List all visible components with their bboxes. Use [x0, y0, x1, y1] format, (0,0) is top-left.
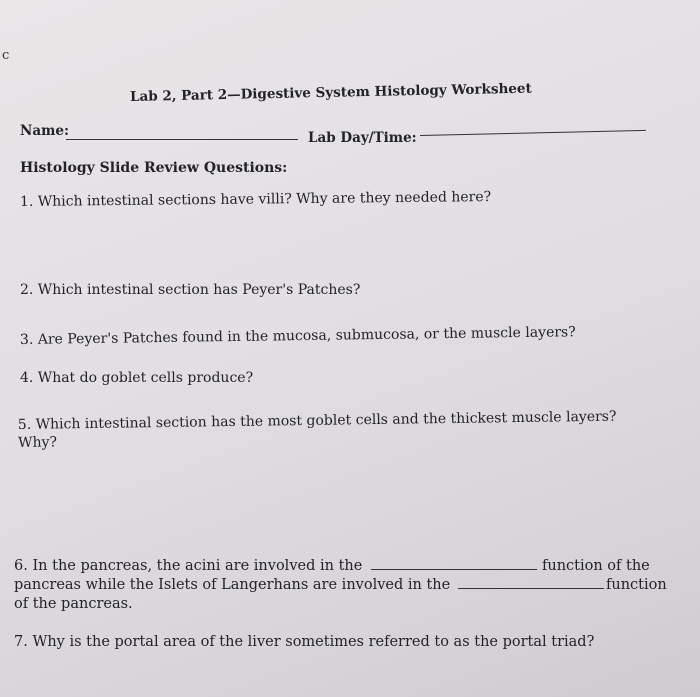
corner-mark: c: [2, 48, 10, 63]
lab-day-label: Lab Day/Time:: [308, 130, 417, 146]
question-6-text-2a: pancreas while the Islets of Langerhans are involved in the: [14, 577, 451, 593]
name-line[interactable]: [66, 139, 298, 140]
question-6-text-1b: function of the: [542, 558, 650, 574]
question-5-line-2: Why?: [18, 434, 58, 451]
question-6-text-1a: 6. In the pancreas, the acini are involved in the: [14, 558, 363, 574]
question-4: 4. What do goblet cells produce?: [20, 370, 254, 386]
question-6-text-2b: function: [606, 577, 667, 593]
question-5: [18, 408, 617, 452]
question-2: 2. Which intestinal section has Peyer's Patches?: [20, 282, 361, 298]
question-1: 1. Which intestinal sections have villi? Why are they needed here?: [19, 189, 492, 210]
question-7: 7. Why is the portal area of the liver sometimes referred to as the portal triad?: [14, 634, 595, 650]
question-6-blank-1[interactable]: [371, 557, 537, 570]
question-3: 3. Are Peyer's Patches found in the mucosa, submucosa, or the muscle layers?: [19, 324, 576, 348]
question-6: [14, 557, 684, 614]
section-title: Histology Slide Review Questions:: [20, 160, 288, 176]
worksheet-title: Lab 2, Part 2—Digestive System Histology Worksheet: [129, 80, 532, 105]
lab-day-line[interactable]: [420, 130, 646, 136]
name-label: Name:: [20, 123, 69, 139]
question-6-text-3: of the pancreas.: [14, 596, 133, 612]
question-5-line-1: 5. Which intestinal section has the most goblet cells and the thickest muscle layers?: [17, 408, 617, 434]
question-6-blank-2[interactable]: [458, 576, 604, 589]
